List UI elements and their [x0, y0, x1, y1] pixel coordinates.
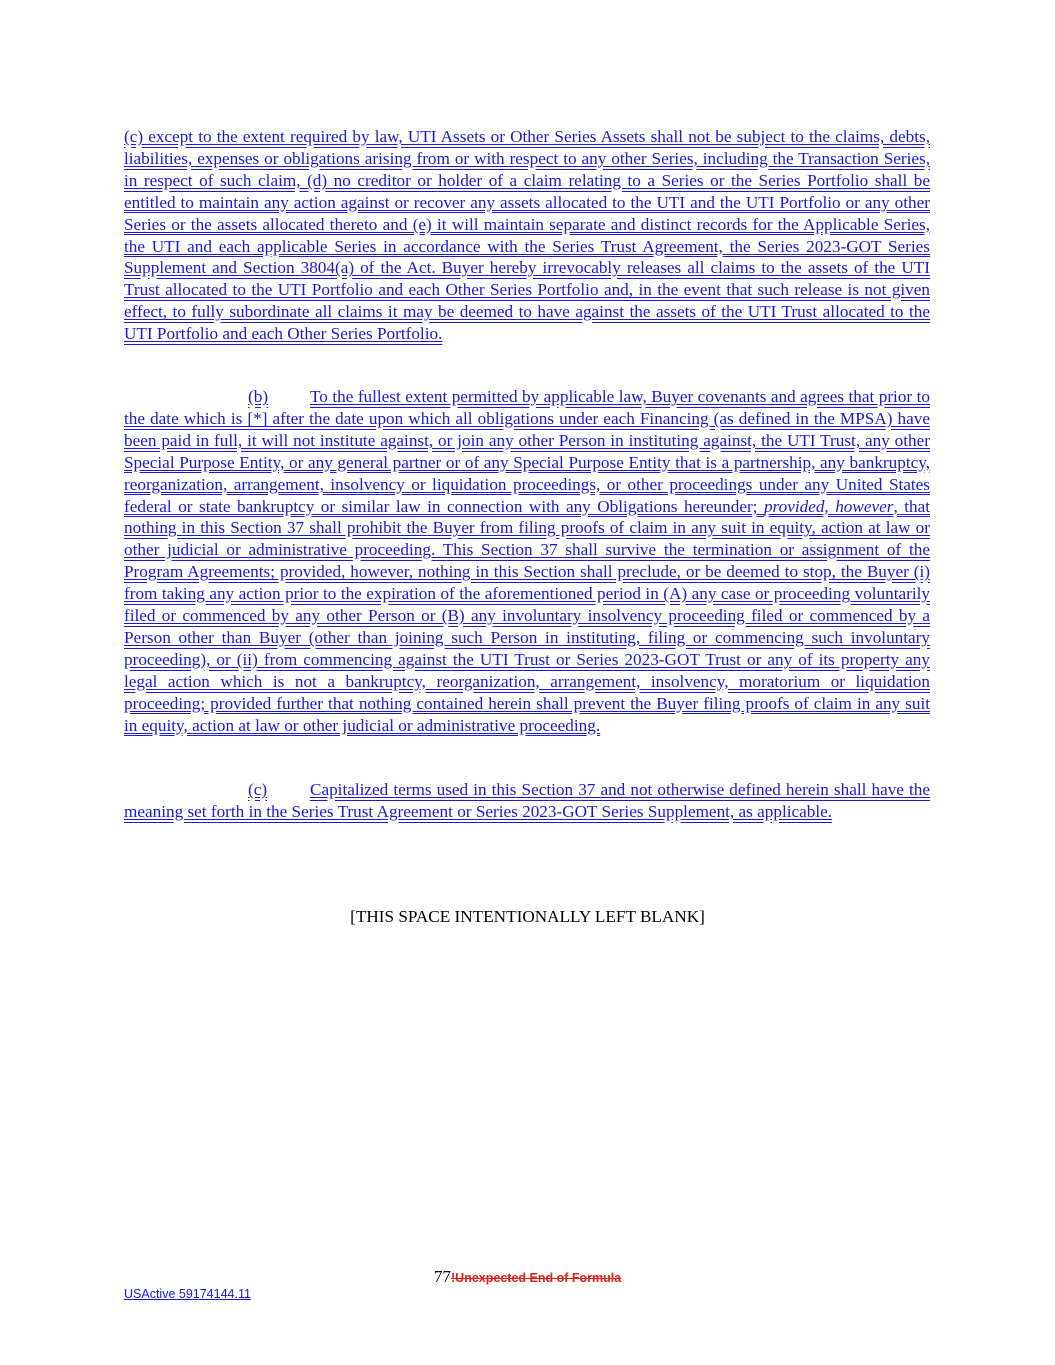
paragraph-b-label: (b)	[248, 387, 269, 406]
blank-space-notice: [THIS SPACE INTENTIONALLY LEFT BLANK]	[350, 907, 705, 926]
formula-error: !Unexpected End of Formula	[451, 1271, 622, 1285]
paragraph-b	[124, 386, 930, 737]
paragraph-b-italic: provided, however	[763, 496, 894, 516]
paragraph-b-text-2: , that nothing in this Section 37 shall prohibit the Buyer from filing proofs of claim in any suit in equity, action at law or other judicial or administrative proceeding. This Section 37 shall survive the termination or assignment of the Program Agreements; provided, however, nothing in this Section shall preclude, or be deemed to stop, the Buyer (i) from taking any action prior to the expiration of the aforementioned period in (A) any case or proceeding voluntarily filed or commenced by any other Person or (B) any involuntary insolvency proceeding filed or commenced by a Person other than Buyer (other than joining such Person in instituting, filing or commencing such involuntary proceeding), or (ii) from commencing against the UTI Trust or Series 2023-GOT Trust or any of its property any legal action which is not a bankruptcy, reorganization, arrangement, insolvency, moratorium or liquidation proceeding; provided further that nothing contained herein shall prevent the Buyer filing proofs of claim in any suit in equity, action at law or other judicial or administrative proceeding.	[124, 496, 930, 735]
page-footer	[0, 1266, 1055, 1289]
paragraph-c	[124, 779, 930, 823]
paragraph-continuation	[124, 126, 930, 345]
paragraph-b-text-1: To the fullest extent permitted by applicable law, Buyer covenants and agrees that prior to the date which is [*] after the date upon which all obligations under each Financing (as defined in the MPSA) have been paid in full, it will not institute against, or join any other Person in instituting against, the UTI Trust, any other Special Purpose Entity, or any general partner or of any Special Purpose Entity that is a partnership, any bankruptcy, reorganization, arrangement, insolvency or liquidation proceedings, or other proceedings under any United States federal or state bankruptcy or similar law in connection with any Obligations hereunder;	[124, 387, 930, 516]
paragraph-c-label: (c)	[248, 780, 268, 799]
paragraph-c-text: Capitalized terms used in this Section 37 and not otherwise defined herein shall have the meaning set forth in the Series Trust Agreement or Series 2023-GOT Series Supplement, as applicable.	[124, 780, 930, 821]
page-number: 77	[433, 1267, 452, 1286]
paragraph-continuation-text: (c) except to the extent required by law, UTI Assets or Other Series Assets shall not be subject to the claims, debts, liabilities, expenses or obligations arising from or with respect to any other Series, including the Transaction Series, in respect of such claim, (d) no creditor or holder of a claim relating to a Series or the Series Portfolio shall be entitled to maintain any action against or recover any assets allocated to the UTI and the UTI Portfolio or any other Series or the assets allocated thereto and (e) it will maintain separate and distinct records for the Applicable Series, the UTI and each applicable Series in accordance with the Series Trust Agreement, the Series 2023-GOT Series Supplement and Section 3804(a) of the Act. Buyer hereby irrevocably releases all claims to the assets of the UTI Trust allocated to the UTI Portfolio and each Other Series Portfolio and, in the event that such release is not given effect, to fully subordinate all claims it may be deemed to have against the assets of the UTI Trust allocated to the UTI Portfolio and each Other Series Portfolio.	[124, 127, 930, 344]
document-id: USActive 59174144.11	[124, 1287, 251, 1301]
